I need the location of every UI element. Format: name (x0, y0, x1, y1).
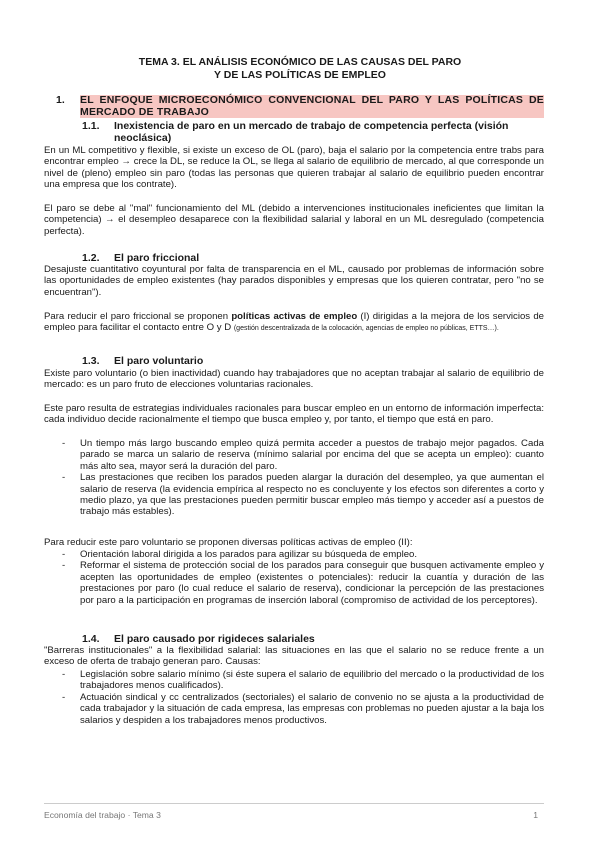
paragraph: Este paro resulta de estrategias individuales racionales para buscar empleo en un entorno de información imperfecta: cada individuo decide racionalmente el tiempo que busca empleo y, por tanto, el tiempo que está en paro. (44, 403, 544, 426)
text-run: Para reducir el paro friccional se proponen (44, 311, 232, 322)
bullet-list (44, 669, 544, 726)
subsection-1-2-heading (82, 252, 544, 264)
title-line-1: TEMA 3. EL ANÁLISIS ECONÓMICO DE LAS CAUSAS DEL PARO (138, 56, 462, 68)
subsection-1-3-heading (82, 355, 544, 367)
list-item-text: Un tiempo más largo buscando empleo quizá permita acceder a puestos de trabajo mejor pagados. Cada parado se marca un salario de reserva (mínimo salarial por encima del que se acepta un empleo): cuanto más alto sea, mayor será la duración del paro. (80, 438, 544, 472)
text-run: (I) dirigidas a la mejora de los servicios de empleo para facilitar el contacto entre O y D (44, 311, 544, 334)
subsection-number: 1.2. (82, 252, 100, 264)
page-number: 1 (533, 810, 538, 820)
list-item (44, 438, 544, 472)
paragraph: En un ML competitivo y flexible, si existe un exceso de OL (paro), baja el salario por la competencia entre trabs para encontrar empleo → crece la DL, se reduce la OL, se llega al salario de equilibrio de mercado, al que corresponde un nivel de (pleno) empleo sin paro (todas las personas que quieren trabajar al salario de equilibrio pueden encontrar una empresa que los contrate). (44, 145, 544, 191)
list-item-text: Legislación sobre salario mínimo (si éste supera el salario de equilibrio del mercado o la productividad de los trabajadores menos cualificados). (80, 669, 544, 692)
bullet-list (44, 549, 544, 606)
emphasis-text: políticas activas de empleo (231, 311, 358, 322)
list-item-text: Actuación sindical y cc centralizados (sectoriales) el salario de convenio no se ajusta a la productividad de cada trabajador y la situación de cada empresa, las empresas con problemas no pueden ajustar a la baja los salarios y despiden a los trabajadores menos productivos. (80, 691, 544, 726)
paragraph (44, 311, 544, 335)
list-item (44, 472, 544, 518)
subsection-number: 1.4. (82, 633, 100, 645)
list-marker: - (62, 549, 66, 560)
subsection-number: 1.1. (82, 120, 100, 132)
small-note: (gestión descentralizada de la colocación, agencias de empleo no públicas, ETTS…). (233, 325, 499, 333)
list-item-text: Orientación laboral dirigida a los parados para agilizar su búsqueda de empleo. (80, 549, 418, 560)
list-item (44, 669, 544, 692)
list-marker: - (62, 438, 66, 449)
list-item-text: Reformar el sistema de protección social de los parados para conseguir que busquen activamente empleo y acepten las oportunidades de empleo (existentes o potenciales): reducir la cuantía y duración de las prestaciones por paro (lo cual reduce el salario de reserva), condicionar la percepción de las prestaciones por paro a la participación en programas de inserción laboral (compromiso de actividad de los perceptores). (80, 560, 544, 606)
list-marker: - (62, 472, 66, 484)
bullet-list (44, 438, 544, 518)
list-item (44, 560, 544, 606)
subsection-title: Inexistencia de paro en un mercado de trabajo de competencia perfecta (visión neoclásica) (114, 120, 509, 144)
footer-text: Economía del trabajo · Tema 3 (44, 810, 161, 820)
list-marker: - (62, 560, 66, 572)
subsection-title: El paro voluntario (114, 355, 204, 367)
section-1-title: EL ENFOQUE MICROECONÓMICO CONVENCIONAL DEL PARO Y LAS POLÍTICAS DE MERCADO DE TRABAJO (80, 94, 544, 118)
paragraph: Desajuste cuantitativo coyuntural por falta de transparencia en el ML, causado por problemas de información sobre las oportunidades de empleo existentes (hay parados disponibles y empresas que los quieren contratar, pero "no se encuentran"). (44, 264, 544, 298)
subsection-1-1-heading (82, 120, 544, 144)
list-item (44, 692, 544, 726)
subsection-title: El paro causado por rigideces salariales (114, 633, 315, 645)
document-title (0, 56, 600, 82)
list-item (44, 549, 544, 560)
paragraph: Existe paro voluntario (o bien inactividad) cuando hay trabajadores que no aceptan trabajar al salario de equilibrio de mercado: es un paro fruto de elecciones voluntarias racionales. (44, 368, 544, 391)
paragraph: "Barreras institucionales" a la flexibilidad salarial: las situaciones en las que el salario no se reduce frente a un exceso de oferta de trabajo generan paro. Causas: (44, 645, 544, 668)
paragraph: El paro se debe al "mal" funcionamiento del ML (debido a intervenciones institucionales ineficientes que limitan la competencia) → el desempleo desaparece con la flexibilidad salarial y laboral en un ML desregulado (competencia perfecta). (44, 203, 544, 237)
section-1-number: 1. (56, 94, 65, 106)
list-item-text: Las prestaciones que reciben los parados pueden alargar la duración del desempleo, ya que aumentan el salario de reserva (la evidencia empírica al respecto no es concluyente y los efectos son diferentes a corto y medio plazo, ya que las prestaciones pueden permitir buscar empleo más tiempo y acceder así a puestos de trabajo más estables). (80, 472, 544, 518)
subsection-number: 1.3. (82, 355, 100, 367)
paragraph: Para reducir este paro voluntario se proponen diversas políticas activas de empleo (II): (44, 537, 413, 548)
page-footer (44, 803, 544, 820)
subsection-title: El paro friccional (114, 252, 200, 264)
list-marker: - (62, 669, 66, 680)
list-marker: - (62, 691, 66, 703)
section-1-heading (56, 95, 544, 118)
title-line-2: Y DE LAS POLÍTICAS DE EMPLEO (214, 69, 386, 81)
subsection-1-4-heading (82, 633, 544, 645)
